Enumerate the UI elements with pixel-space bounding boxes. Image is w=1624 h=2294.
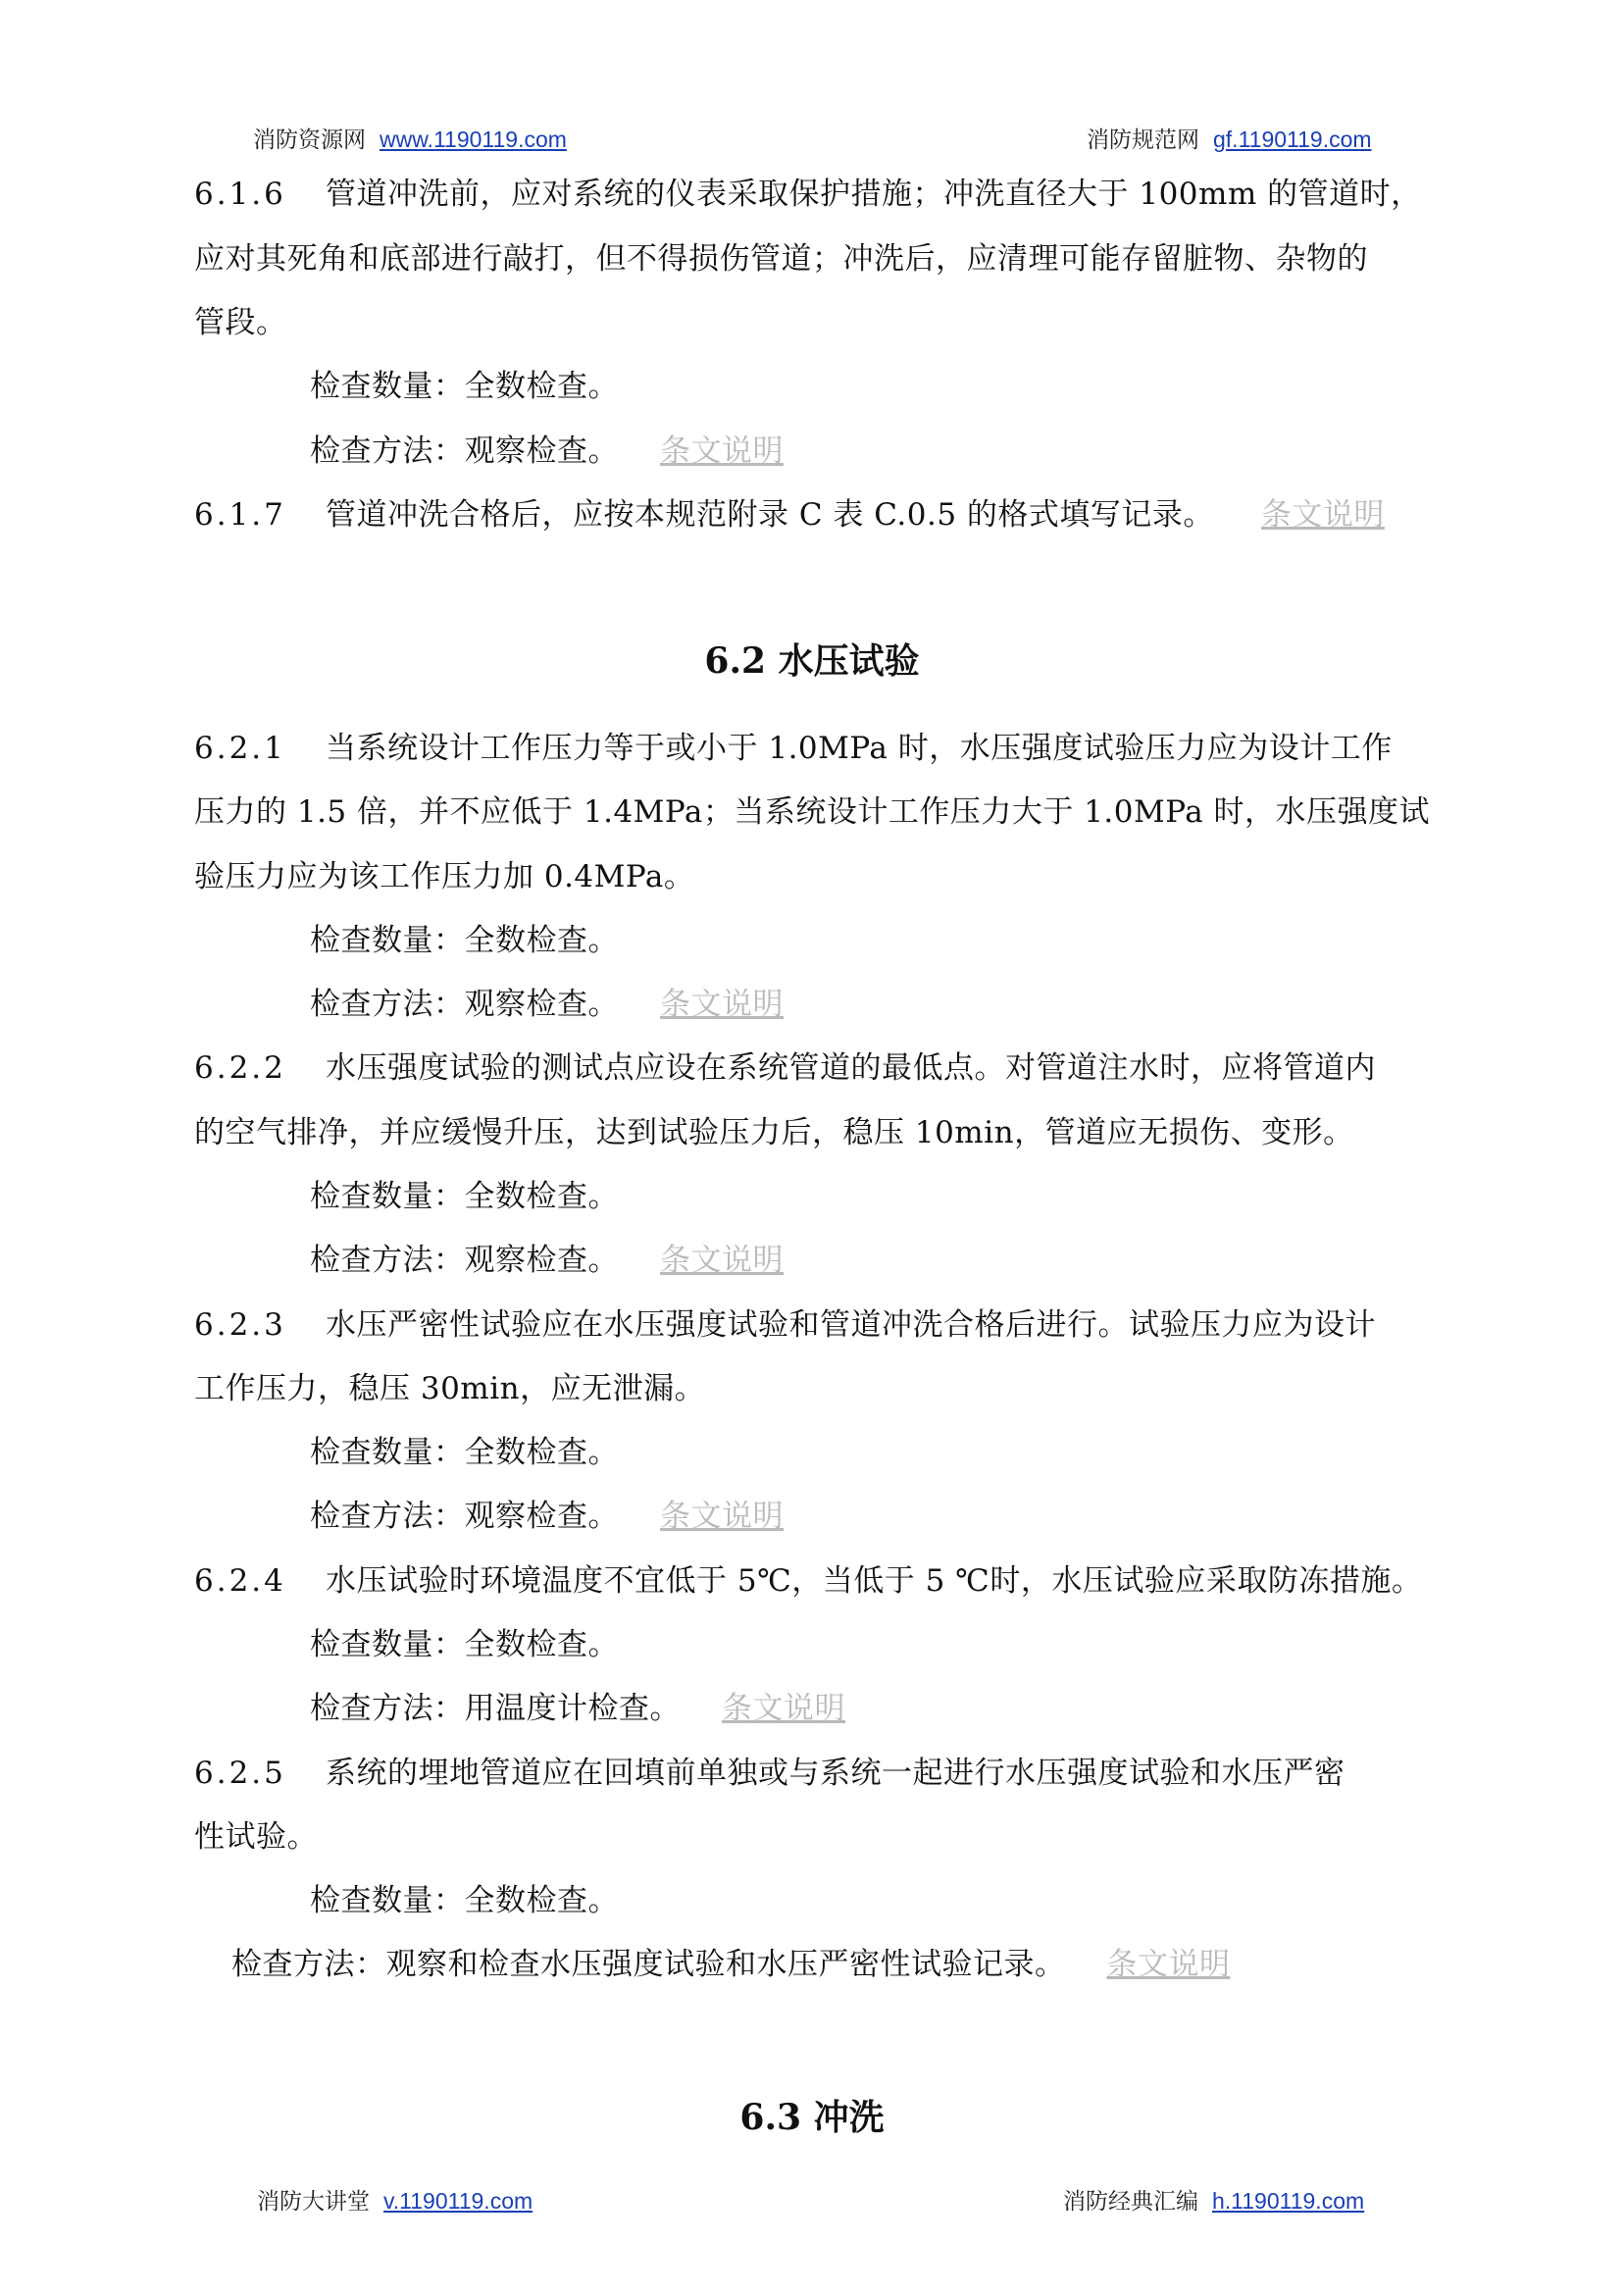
check-method (310, 1241, 784, 1280)
footer-right-link[interactable]: h.1190119.com (1212, 2188, 1365, 2214)
clause-6-2-4 (194, 1561, 1422, 1601)
clause-6-2-1-line1 (194, 729, 1393, 768)
header-left (253, 122, 567, 154)
explanation-link[interactable]: 条文说明 (660, 1243, 784, 1278)
clause-6-1-7 (194, 495, 1385, 535)
check-quantity: 检查数量：全数检查。 (310, 1435, 619, 1470)
explanation-link[interactable]: 条文说明 (660, 433, 784, 469)
header-right (1087, 122, 1372, 154)
clause-6-1-6-line1 (194, 175, 1422, 214)
clause-number: 6.2.1 (194, 731, 286, 766)
header-left-label: 消防资源网 (253, 127, 366, 153)
clause-text: 水压强度试验的测试点应设在系统管道的最低点。对管道注水时，应将管道内 (326, 1050, 1376, 1086)
clause-6-2-1-line2: 压力的 1.5 倍，并不应低于 1.4MPa；当系统设计工作压力大于 1.0MPa 时，水压强度试 (194, 794, 1431, 830)
check-method-text: 检查方法：用温度计检查。 (310, 1691, 681, 1726)
check-quantity: 检查数量：全数检查。 (310, 1627, 619, 1662)
clause-text: 水压严密性试验应在水压强度试验和管道冲洗合格后进行。试验压力应为设计 (326, 1307, 1376, 1343)
check-method-text: 检查方法：观察检查。 (310, 433, 619, 469)
footer-left (257, 2183, 533, 2216)
check-quantity: 检查数量：全数检查。 (310, 1179, 619, 1214)
clause-number: 6.2.5 (194, 1756, 286, 1791)
clause-number: 6.1.6 (194, 177, 286, 212)
explanation-link[interactable]: 条文说明 (660, 1499, 784, 1534)
clause-6-2-1-line3: 验压力应为该工作压力加 0.4MPa。 (194, 859, 695, 894)
check-quantity: 检查数量：全数检查。 (310, 1883, 619, 1918)
header-right-label: 消防规范网 (1087, 127, 1199, 153)
clause-number: 6.2.2 (194, 1050, 286, 1086)
clause-number: 6.1.7 (194, 497, 286, 533)
footer-right (1063, 2183, 1364, 2216)
explanation-link[interactable]: 条文说明 (1106, 1947, 1231, 1982)
check-method-text: 检查方法：观察和检查水压强度试验和水压严密性试验记录。 (231, 1947, 1066, 1982)
check-method (310, 1689, 845, 1728)
check-method (310, 432, 784, 471)
footer-left-label: 消防大讲堂 (257, 2189, 370, 2215)
clause-6-2-3-line2: 工作压力，稳压 30min，应无泄漏。 (194, 1371, 706, 1406)
clause-text: 管道冲洗前，应对系统的仪表采取保护措施；冲洗直径大于 100mm 的管道时， (326, 177, 1422, 212)
clause-6-1-6-line2: 应对其死角和底部进行敲打，但不得损伤管道；冲洗后，应清理可能存留脏物、杂物的 (194, 241, 1368, 277)
clause-6-1-6-line3: 管段。 (194, 305, 287, 340)
check-method-text: 检查方法：观察检查。 (310, 1243, 619, 1278)
clause-number: 6.2.4 (194, 1563, 286, 1599)
clause-6-2-2-line1 (194, 1048, 1376, 1088)
check-method (310, 1497, 784, 1536)
explanation-link[interactable]: 条文说明 (660, 987, 784, 1022)
check-quantity: 检查数量：全数检查。 (310, 369, 619, 404)
explanation-link[interactable]: 条文说明 (1260, 497, 1385, 533)
clause-text: 当系统设计工作压力等于或小于 1.0MPa 时，水压强度试验压力应为设计工作 (326, 731, 1393, 766)
check-method (310, 985, 784, 1024)
clause-6-2-2-line2: 的空气排净，并应缓慢升压，达到试验压力后，稳压 10min，管道应无损伤、变形。 (194, 1115, 1354, 1150)
header-right-link[interactable]: gf.1190119.com (1213, 127, 1372, 152)
clause-6-2-3-line1 (194, 1305, 1376, 1345)
clause-6-2-5-line2: 性试验。 (194, 1819, 318, 1855)
footer-left-link[interactable]: v.1190119.com (383, 2188, 533, 2214)
clause-6-2-5-line1 (194, 1754, 1345, 1793)
clause-text: 水压试验时环境温度不宜低于 5℃，当低于 5 ℃时，水压试验应采取防冻措施。 (326, 1563, 1423, 1599)
check-quantity: 检查数量：全数检查。 (310, 923, 619, 958)
section-heading-6-3: 6.3 冲洗 (739, 2097, 885, 2138)
clause-text: 管道冲洗合格后，应按本规范附录 C 表 C.0.5 的格式填写记录。 (326, 497, 1214, 533)
footer-right-label: 消防经典汇编 (1063, 2189, 1198, 2215)
check-method (231, 1945, 1231, 1984)
check-method-text: 检查方法：观察检查。 (310, 1499, 619, 1534)
header-left-link[interactable]: www.1190119.com (380, 127, 567, 152)
section-heading-6-2: 6.2 水压试验 (704, 640, 920, 682)
clause-text: 系统的埋地管道应在回填前单独或与系统一起进行水压强度试验和水压严密 (326, 1756, 1345, 1791)
check-method-text: 检查方法：观察检查。 (310, 987, 619, 1022)
clause-number: 6.2.3 (194, 1307, 286, 1343)
explanation-link[interactable]: 条文说明 (722, 1691, 845, 1726)
